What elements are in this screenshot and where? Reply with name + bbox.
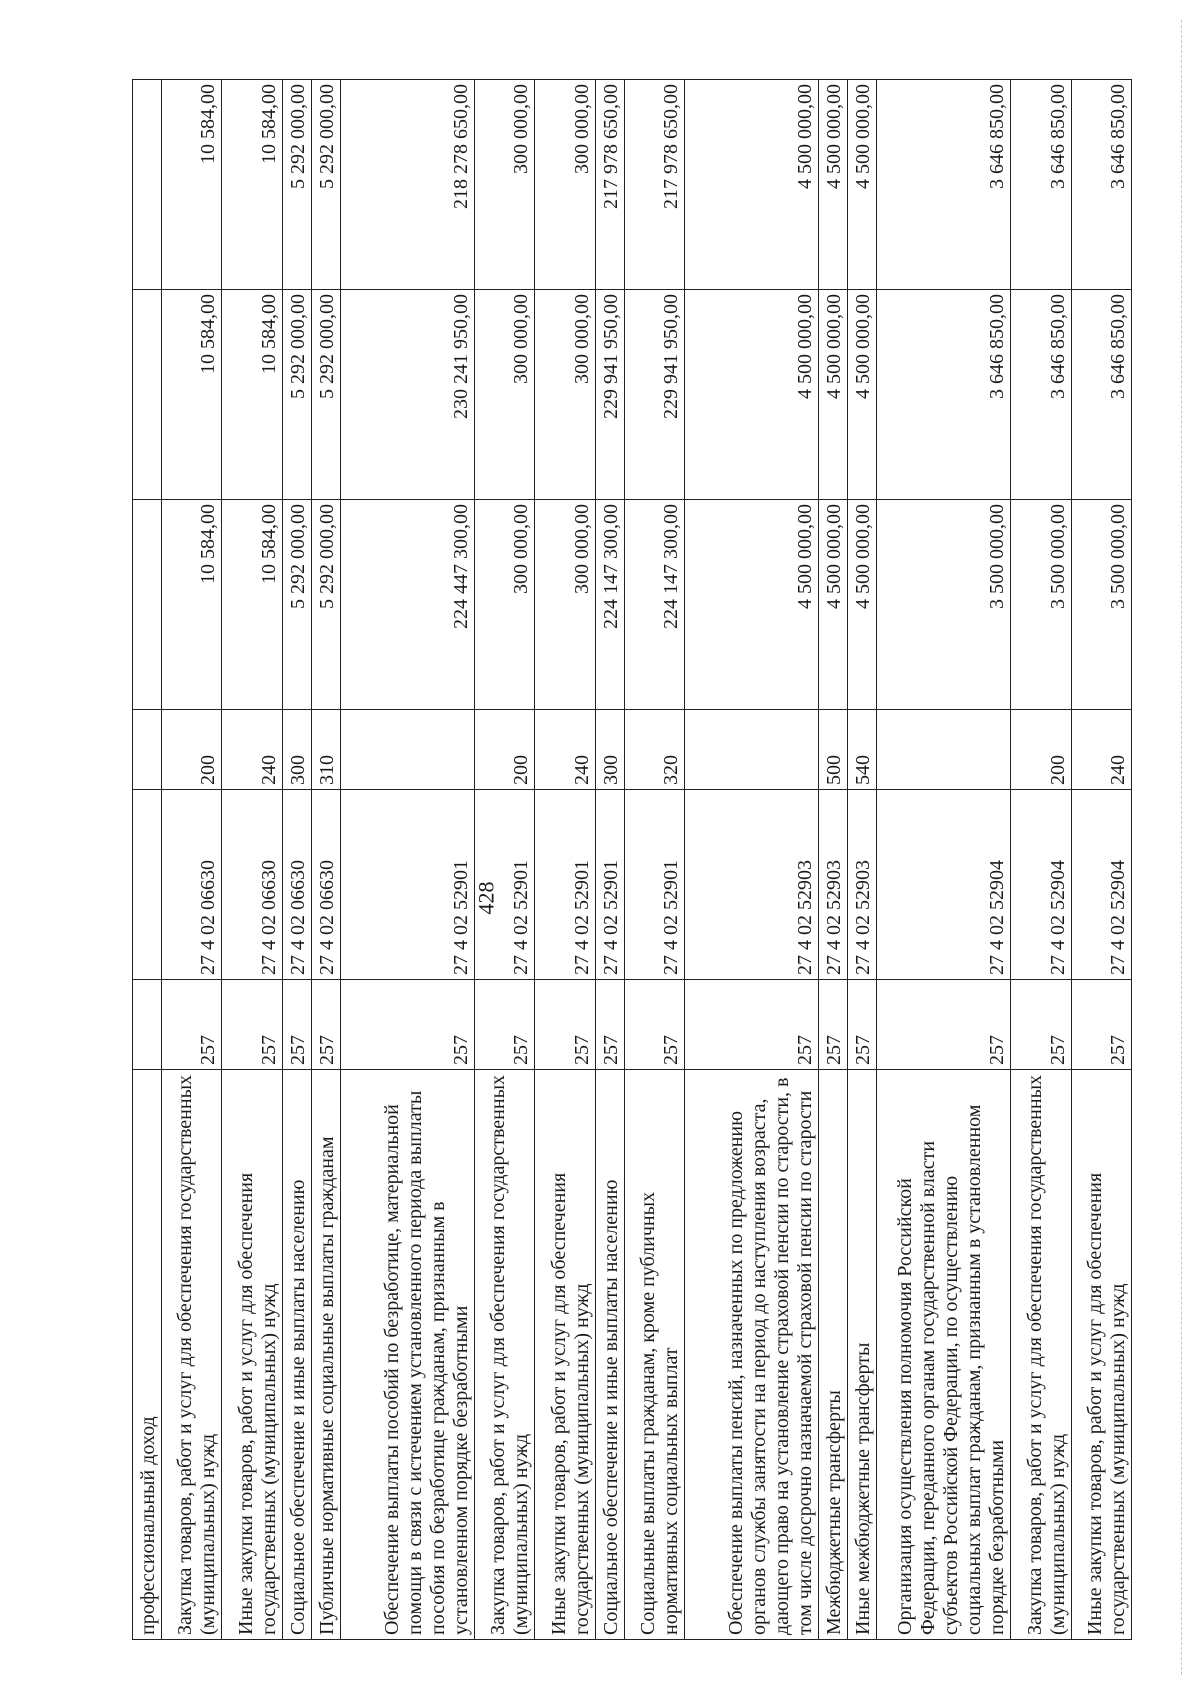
cell-org-code: 257: [1011, 980, 1071, 1070]
cell-row-name: Иные закупки товаров, работ и услуг для обеспечения государственных (муниципальных) нужд: [1071, 1070, 1131, 1640]
cell-expense-type: 300: [595, 710, 624, 790]
cell-amount-3: 5 292 000,00: [282, 80, 311, 290]
cell-amount-1: 300 000,00: [474, 500, 534, 710]
cell-target-code: 27 4 02 52903: [848, 790, 877, 980]
table-row: [222, 80, 282, 1640]
cell-org-code: 257: [1071, 980, 1131, 1070]
cell-expense-type: 200: [1011, 710, 1071, 790]
cell-org-code: 257: [819, 980, 848, 1070]
cell-amount-2: 300 000,00: [535, 290, 595, 500]
table-row: [595, 80, 624, 1640]
cell-amount-3: 217 978 650,00: [624, 80, 684, 290]
cell-org-code: 257: [848, 980, 877, 1070]
cell-amount-2: 4 500 000,00: [684, 290, 818, 500]
table-row: [819, 80, 848, 1640]
cell-target-code: [133, 790, 162, 980]
cell-amount-2: 10 584,00: [222, 290, 282, 500]
cell-expense-type: 300: [282, 710, 311, 790]
table-row: [162, 80, 222, 1640]
table-row: [311, 80, 340, 1640]
cell-amount-2: [133, 290, 162, 500]
cell-target-code: 27 4 02 52904: [1071, 790, 1131, 980]
cell-amount-3: 4 500 000,00: [819, 80, 848, 290]
cell-expense-type: 540: [848, 710, 877, 790]
cell-org-code: 257: [624, 980, 684, 1070]
cell-expense-type: 320: [624, 710, 684, 790]
scan-edge-line: [1180, 20, 1182, 1675]
table-row: [535, 80, 595, 1640]
cell-row-name: Закупка товаров, работ и услуг для обеспечения государственных (муниципальных) нужд: [162, 1070, 222, 1640]
cell-amount-1: 3 500 000,00: [877, 500, 1011, 710]
page-number: 428: [473, 881, 499, 915]
table-row: [684, 80, 818, 1640]
cell-expense-type: 200: [162, 710, 222, 790]
cell-expense-type: 500: [819, 710, 848, 790]
cell-amount-3: 218 278 650,00: [340, 80, 474, 290]
cell-target-code: 27 4 02 52901: [340, 790, 474, 980]
cell-row-name: Социальное обеспечение и иные выплаты населению: [595, 1070, 624, 1640]
cell-row-name: Межбюджетные трансферты: [819, 1070, 848, 1640]
cell-amount-1: 4 500 000,00: [819, 500, 848, 710]
cell-expense-type: 240: [1071, 710, 1131, 790]
cell-org-code: 257: [311, 980, 340, 1070]
cell-org-code: 257: [877, 980, 1011, 1070]
cell-amount-1: 300 000,00: [535, 500, 595, 710]
cell-org-code: 257: [535, 980, 595, 1070]
cell-expense-type: [340, 710, 474, 790]
table-row: [474, 80, 534, 1640]
cell-expense-type: [133, 710, 162, 790]
cell-target-code: 27 4 02 06630: [311, 790, 340, 980]
cell-amount-1: 5 292 000,00: [311, 500, 340, 710]
cell-row-name: Социальное обеспечение и иные выплаты населению: [282, 1070, 311, 1640]
cell-org-code: 257: [474, 980, 534, 1070]
cell-expense-type: 240: [222, 710, 282, 790]
cell-row-name: Обеспечение выплаты пенсий, назначенных по предложению органов службы занятости на период до наступления возраста, дающего право на установление страховой пенсии по старости, в том числе досрочно назначаемой страховой пенсии по старости: [684, 1070, 818, 1640]
cell-amount-3: 217 978 650,00: [595, 80, 624, 290]
cell-amount-2: 10 584,00: [162, 290, 222, 500]
cell-amount-2: 300 000,00: [474, 290, 534, 500]
table-row: [340, 80, 474, 1640]
cell-row-name: Закупка товаров, работ и услуг для обеспечения государственных (муниципальных) нужд: [1011, 1070, 1071, 1640]
cell-target-code: 27 4 02 52904: [1011, 790, 1071, 980]
cell-org-code: 257: [684, 980, 818, 1070]
cell-amount-3: 10 584,00: [222, 80, 282, 290]
table-row: [877, 80, 1011, 1640]
cell-amount-1: 3 500 000,00: [1011, 500, 1071, 710]
cell-target-code: 27 4 02 52901: [624, 790, 684, 980]
cell-org-code: [133, 980, 162, 1070]
cell-target-code: 27 4 02 06630: [282, 790, 311, 980]
cell-row-name: Иные межбюджетные трансферты: [848, 1070, 877, 1640]
cell-target-code: 27 4 02 06630: [222, 790, 282, 980]
cell-amount-1: 5 292 000,00: [282, 500, 311, 710]
cell-org-code: 257: [595, 980, 624, 1070]
cell-org-code: 257: [340, 980, 474, 1070]
cell-amount-3: 300 000,00: [474, 80, 534, 290]
cell-amount-1: 10 584,00: [222, 500, 282, 710]
cell-amount-3: 3 646 850,00: [1071, 80, 1131, 290]
budget-table: [132, 79, 1132, 1640]
cell-amount-3: 3 646 850,00: [1011, 80, 1071, 290]
table-row: [624, 80, 684, 1640]
cell-target-code: 27 4 02 52901: [595, 790, 624, 980]
cell-amount-2: 3 646 850,00: [1071, 290, 1131, 500]
cell-amount-2: 5 292 000,00: [282, 290, 311, 500]
cell-org-code: 257: [222, 980, 282, 1070]
cell-amount-3: 300 000,00: [535, 80, 595, 290]
cell-row-name: Иные закупки товаров, работ и услуг для обеспечения государственных (муниципальных) нужд: [535, 1070, 595, 1640]
cell-expense-type: 240: [535, 710, 595, 790]
cell-row-name: Иные закупки товаров, работ и услуг для обеспечения государственных (муниципальных) нужд: [222, 1070, 282, 1640]
cell-target-code: 27 4 02 52903: [819, 790, 848, 980]
cell-amount-1: 224 447 300,00: [340, 500, 474, 710]
table-body: [133, 80, 1132, 1640]
cell-target-code: 27 4 02 06630: [162, 790, 222, 980]
cell-amount-1: 4 500 000,00: [848, 500, 877, 710]
cell-amount-1: 224 147 300,00: [595, 500, 624, 710]
cell-amount-2: 230 241 950,00: [340, 290, 474, 500]
cell-amount-2: 5 292 000,00: [311, 290, 340, 500]
cell-expense-type: 200: [474, 710, 534, 790]
cell-target-code: 27 4 02 52901: [474, 790, 534, 980]
table-row: [848, 80, 877, 1640]
cell-amount-2: 4 500 000,00: [848, 290, 877, 500]
cell-expense-type: 310: [311, 710, 340, 790]
cell-row-name: Социальные выплаты гражданам, кроме публичных нормативных социальных выплат: [624, 1070, 684, 1640]
cell-amount-2: 3 646 850,00: [1011, 290, 1071, 500]
cell-target-code: 27 4 02 52904: [877, 790, 1011, 980]
cell-amount-3: [133, 80, 162, 290]
cell-amount-1: [133, 500, 162, 710]
table-row: [133, 80, 162, 1640]
table-row: [282, 80, 311, 1640]
cell-amount-3: 4 500 000,00: [848, 80, 877, 290]
cell-amount-3: 3 646 850,00: [877, 80, 1011, 290]
budget-table-rotated: [132, 80, 1132, 1640]
cell-org-code: 257: [162, 980, 222, 1070]
cell-amount-1: 10 584,00: [162, 500, 222, 710]
cell-target-code: 27 4 02 52901: [535, 790, 595, 980]
cell-amount-3: 10 584,00: [162, 80, 222, 290]
table-row: [1071, 80, 1131, 1640]
cell-amount-1: 224 147 300,00: [624, 500, 684, 710]
cell-row-name: Организация осуществления полномочия Российской Федерации, переданного органам государственной власти субъектов Российской Федерации, по осуществлению социальных выплат гражданам, признанным в установленном порядке безработными: [877, 1070, 1011, 1640]
cell-amount-2: 3 646 850,00: [877, 290, 1011, 500]
table-row: [1011, 80, 1071, 1640]
cell-amount-1: 3 500 000,00: [1071, 500, 1131, 710]
cell-amount-3: 5 292 000,00: [311, 80, 340, 290]
cell-amount-2: 229 941 950,00: [595, 290, 624, 500]
cell-expense-type: [877, 710, 1011, 790]
cell-org-code: 257: [282, 980, 311, 1070]
cell-row-name: Публичные нормативные социальные выплаты гражданам: [311, 1070, 340, 1640]
cell-expense-type: [684, 710, 818, 790]
cell-amount-2: 4 500 000,00: [819, 290, 848, 500]
cell-row-name: профессиональный доход: [133, 1070, 162, 1640]
cell-amount-3: 4 500 000,00: [684, 80, 818, 290]
cell-amount-2: 229 941 950,00: [624, 290, 684, 500]
cell-row-name: Закупка товаров, работ и услуг для обеспечения государственных (муниципальных) нужд: [474, 1070, 534, 1640]
cell-row-name: Обеспечение выплаты пособий по безработице, материальной помощи в связи с истечением установленного периода выплаты пособия по безработице гражданам, признанным в установленном порядке безработными: [340, 1070, 474, 1640]
cell-target-code: 27 4 02 52903: [684, 790, 818, 980]
cell-amount-1: 4 500 000,00: [684, 500, 818, 710]
